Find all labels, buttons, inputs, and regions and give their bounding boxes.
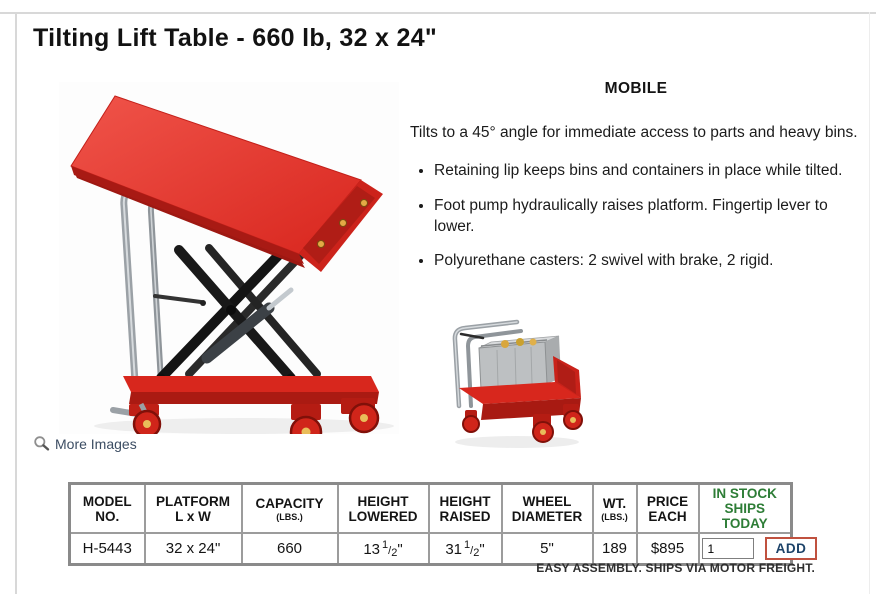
- page-right-border: [869, 12, 870, 594]
- cell-platform: 32 x 24": [145, 533, 242, 564]
- shipping-note: EASY ASSEMBLY. SHIPS VIA MOTOR FREIGHT.: [536, 561, 815, 575]
- cell-price: $895: [637, 533, 699, 564]
- main-product-image: [58, 82, 400, 434]
- tilting-lift-table-photo: [58, 82, 400, 434]
- col-in-stock: IN STOCK SHIPS TODAY: [699, 484, 792, 534]
- feature-bullet: • Retaining lip keeps bins and containers in place while tilted.: [434, 161, 862, 182]
- quantity-input[interactable]: [702, 538, 754, 559]
- table-data-row: [70, 533, 792, 564]
- cell-model-no: H-5443: [70, 533, 145, 564]
- col-weight: WT. (LBS.): [593, 484, 637, 534]
- description-column: [410, 80, 862, 286]
- col-model-no: MODEL NO.: [70, 484, 145, 534]
- more-images-link[interactable]: [33, 435, 137, 452]
- cell-capacity: 660: [242, 533, 338, 564]
- intro-text: Tilts to a 45° angle for immediate access to parts and heavy bins.: [410, 124, 858, 141]
- mobile-heading: MOBILE: [604, 80, 668, 97]
- feature-bullet: • Polyurethane casters: 2 swivel with brake, 2 rigid.: [434, 251, 862, 272]
- cell-weight: 189: [593, 533, 637, 564]
- col-height-lowered: HEIGHT LOWERED: [338, 484, 429, 534]
- page-left-border: [15, 12, 17, 594]
- more-images-label: More Images: [55, 435, 137, 452]
- page-top-border: [0, 12, 876, 14]
- table-header-row: [70, 484, 792, 534]
- feature-list: [410, 161, 862, 271]
- col-capacity: CAPACITY (LBS.): [242, 484, 338, 534]
- col-height-raised: HEIGHT RAISED: [429, 484, 502, 534]
- secondary-product-image: [424, 300, 596, 452]
- add-to-cart-button[interactable]: ADD: [765, 537, 818, 560]
- col-price-each: PRICE EACH: [637, 484, 699, 534]
- cell-height-lowered: 13 $^1$/2": [338, 533, 429, 564]
- cell-wheel-diameter: 5": [502, 533, 593, 564]
- col-platform: PLATFORM L x W: [145, 484, 242, 534]
- cell-height-raised: 31 $^1$/2": [429, 533, 502, 564]
- col-wheel-diameter: WHEEL DIAMETER: [502, 484, 593, 534]
- page-title: Tilting Lift Table - 660 lb, 32 x 24": [33, 24, 438, 52]
- feature-bullet: • Foot pump hydraulically raises platform. Fingertip lever to lower.: [434, 196, 862, 237]
- magnifier-icon: [33, 435, 50, 452]
- spec-table: [68, 482, 807, 566]
- lift-table-with-bin-photo: [424, 300, 596, 452]
- cell-order: [699, 533, 807, 564]
